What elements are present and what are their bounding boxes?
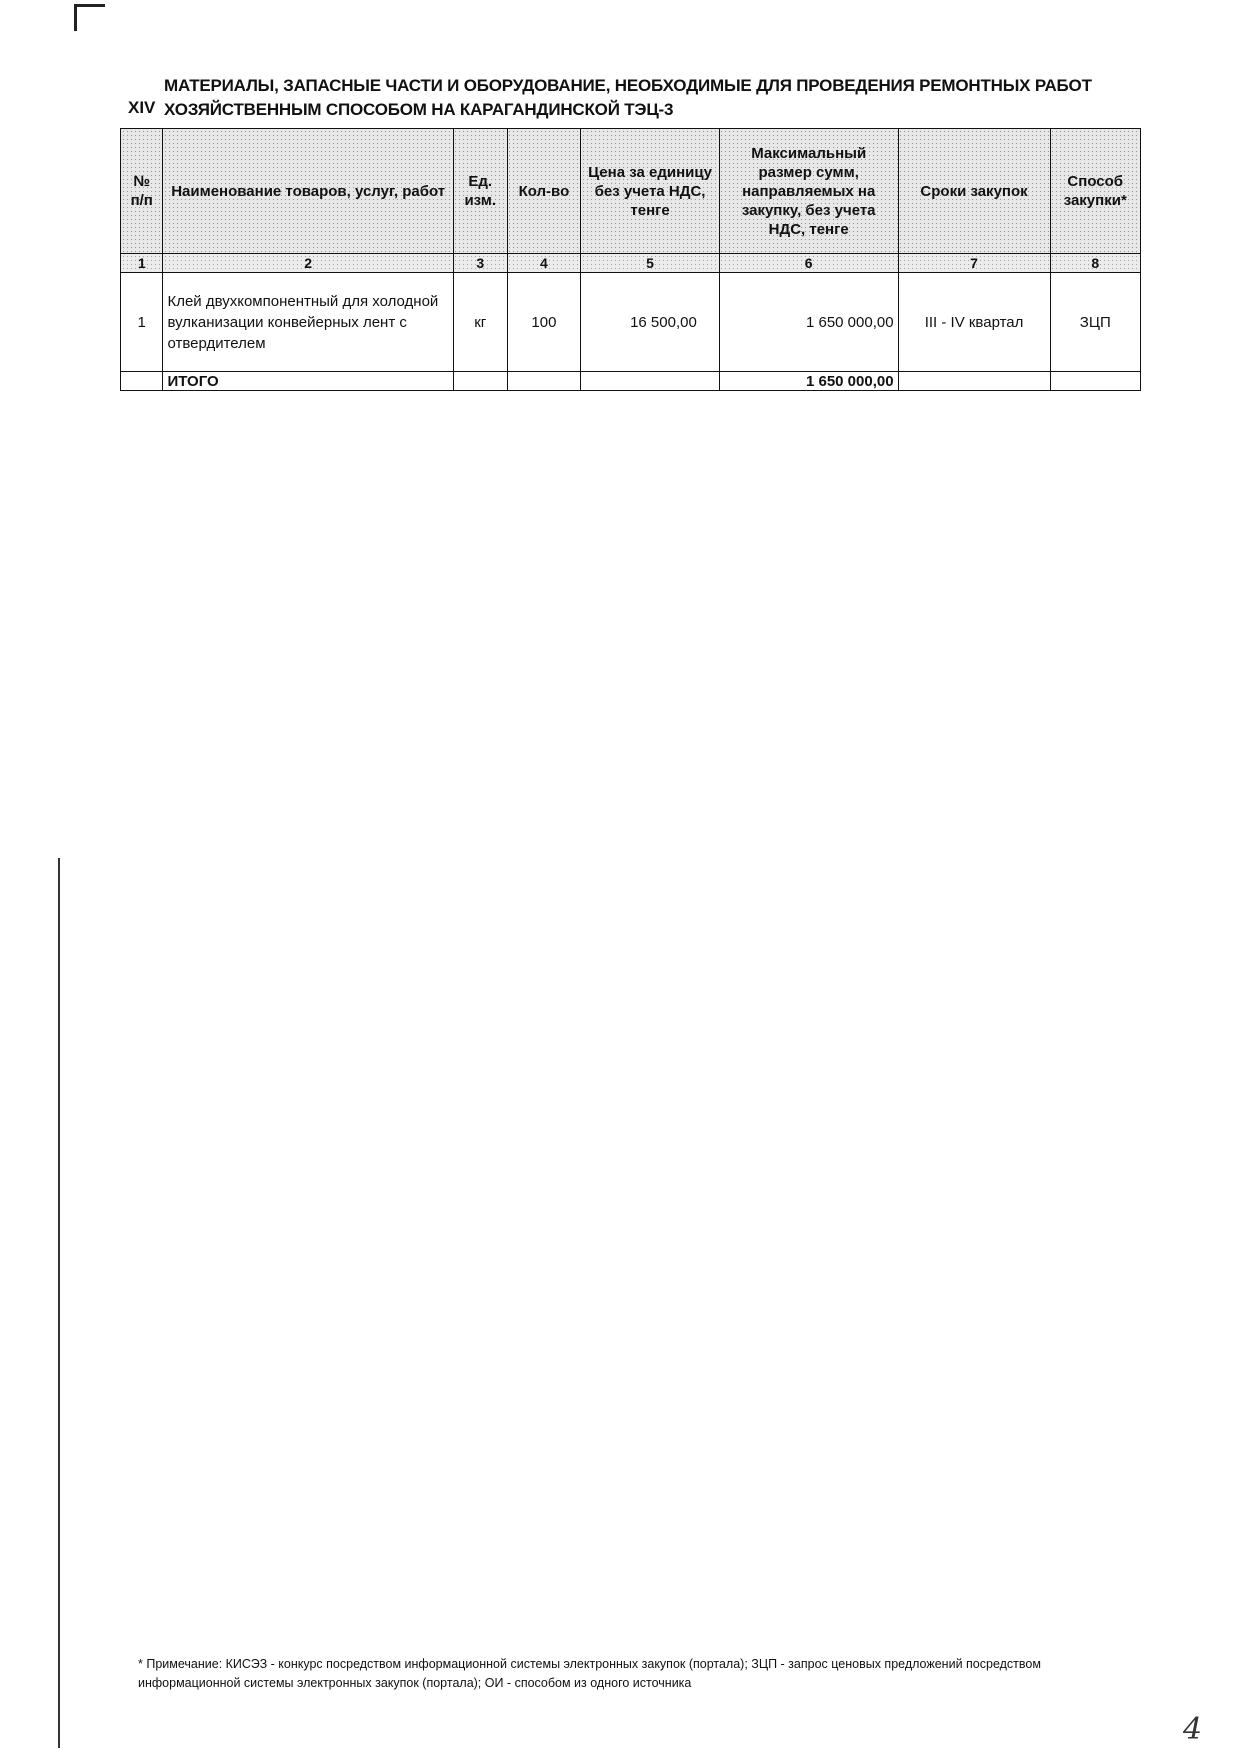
header-cell-num: № п/п (121, 129, 163, 254)
total-empty-cell (1050, 372, 1141, 391)
header-cell-unit: Ед. изм. (453, 129, 507, 254)
row-num: 1 (121, 273, 163, 372)
section-title: МАТЕРИАЛЫ, ЗАПАСНЫЕ ЧАСТИ И ОБОРУДОВАНИЕ, НЕОБХОДИМЫЕ ДЛЯ ПРОВЕДЕНИЯ РЕМОНТНЫХ РАБОТ ХОЗЯЙСТВЕННЫМ СПОСОБОМ НА КАРАГАНДИНСКОЙ ТЭЦ-3 (164, 76, 1092, 119)
total-empty-cell (453, 372, 507, 391)
section-number: XIV (128, 98, 156, 117)
total-row (121, 372, 1141, 391)
row-qty: 100 (507, 273, 581, 372)
header-cell-qty: Кол-во (507, 129, 581, 254)
scan-corner-mark (74, 4, 105, 31)
footnote: * Примечание: КИСЭЗ - конкурс посредством информационной системы электронных закупок (портала); ЗЦП - запрос ценовых предложений посредством информационной системы электронных закупок (портала); ОИ - способом из одного источника (138, 1657, 1041, 1690)
total-empty-cell (581, 372, 720, 391)
column-number: 3 (453, 254, 507, 273)
scan-left-edge-line (58, 858, 60, 1748)
column-number: 6 (719, 254, 898, 273)
header-cell-method: Способ закупки* (1050, 129, 1141, 254)
row-max-sum: 1 650 000,00 (719, 273, 898, 372)
total-label: ИТОГО (163, 372, 453, 391)
header-cell-period: Сроки закупок (898, 129, 1050, 254)
handwritten-page-number: 4 (1183, 1712, 1203, 1747)
total-sum: 1 650 000,00 (719, 372, 898, 391)
table-row (121, 273, 1141, 372)
column-number: 4 (507, 254, 581, 273)
header-cell-max-sum: Максимальный размер сумм, направляемых на закупку, без учета НДС, тенге (719, 129, 898, 254)
row-name: Клей двухкомпонентный для холодной вулканизации конвейерных лент с отвердителем (163, 273, 453, 372)
row-unit: кг (453, 273, 507, 372)
procurement-table (120, 128, 1141, 391)
row-price: 16 500,00 (581, 273, 720, 372)
column-number-row (121, 254, 1141, 273)
column-number: 5 (581, 254, 720, 273)
column-number: 7 (898, 254, 1050, 273)
column-number: 1 (121, 254, 163, 273)
total-empty-cell (121, 372, 163, 391)
total-empty-cell (507, 372, 581, 391)
row-method: ЗЦП (1050, 273, 1141, 372)
row-period: III - IV квартал (898, 273, 1050, 372)
column-number: 8 (1050, 254, 1141, 273)
table-header-row (121, 129, 1141, 254)
total-empty-cell (898, 372, 1050, 391)
header-cell-name: Наименование товаров, услуг, работ (163, 129, 453, 254)
header-cell-price: Цена за единицу без учета НДС, тенге (581, 129, 720, 254)
column-number: 2 (163, 254, 453, 273)
